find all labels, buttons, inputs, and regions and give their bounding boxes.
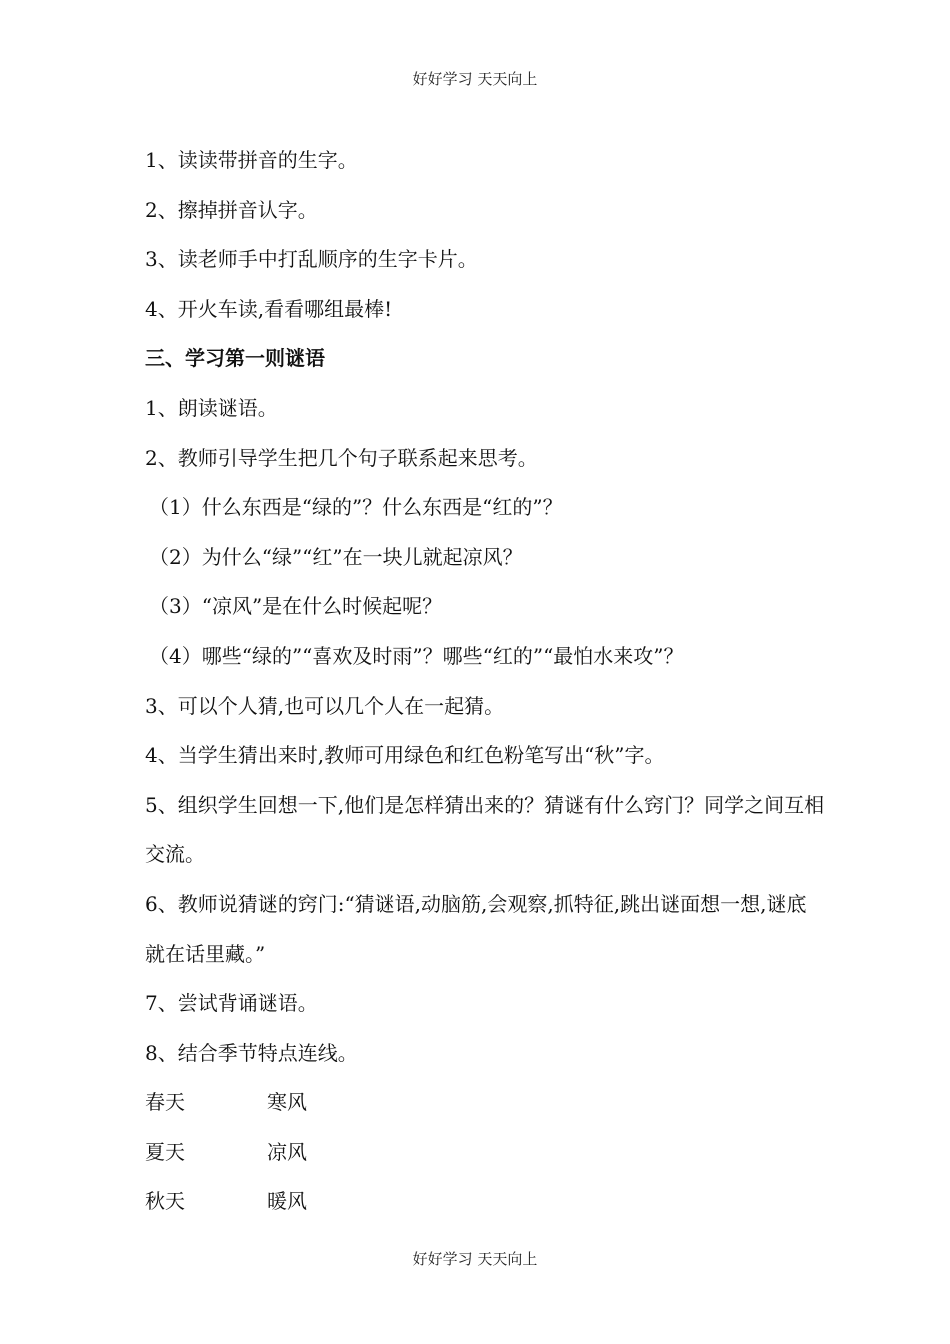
list-item: 7、尝试背诵谜语。 xyxy=(145,991,318,1016)
list-item: 3、读老师手中打乱顺序的生字卡片。 xyxy=(145,247,478,272)
page-header: 好好学习 天天向上 xyxy=(412,70,538,88)
document-body xyxy=(145,136,825,1227)
list-item: 5、组织学生回想一下,他们是怎样猜出来的？猜谜有什么窍门？同学之间互相交流。 xyxy=(145,792,825,867)
season-label: 秋天 xyxy=(145,1189,185,1214)
list-item: 1、读读带拼音的生字。 xyxy=(145,148,358,172)
season-label: 春天 xyxy=(145,1090,185,1115)
list-item: 1、朗读谜语。 xyxy=(145,395,278,420)
list-item: 3、可以个人猜,也可以几个人在一起猜。 xyxy=(145,693,505,718)
matching-row xyxy=(145,1128,825,1178)
page-footer: 好好学习 天天向上 xyxy=(412,1250,538,1268)
list-item: 4、当学生猜出来时,教师可用绿色和红色粉笔写出“秋”字。 xyxy=(145,743,665,768)
list-item: 8、结合季节特点连线。 xyxy=(145,1040,358,1065)
season-label: 夏天 xyxy=(145,1139,185,1164)
matching-row xyxy=(145,1078,825,1128)
question-item: （1）什么东西是“绿的”？什么东西是“红的”？ xyxy=(149,495,563,520)
matching-row xyxy=(145,1177,825,1227)
question-item: （4）哪些“绿的”“喜欢及时雨”？哪些“红的”“最怕水来攻”？ xyxy=(149,643,684,668)
wind-label: 寒风 xyxy=(267,1090,307,1115)
question-item: （3）“凉风”是在什么时候起呢？ xyxy=(149,594,443,619)
list-item: 4、开火车读,看看哪组最棒! xyxy=(145,296,393,321)
wind-label: 凉风 xyxy=(267,1139,307,1164)
list-item: 2、擦掉拼音认字。 xyxy=(145,197,318,222)
wind-label: 暖风 xyxy=(267,1189,307,1214)
list-item: 2、教师引导学生把几个句子联系起来思考。 xyxy=(145,445,538,470)
list-item: 6、教师说猜谜的窍门:“猜谜语,动脑筋,会观察,抓特征,跳出谜面想一想,谜底就在话里藏。” xyxy=(145,891,807,966)
section-title: 三、学习第一则谜语 xyxy=(145,346,325,371)
question-item: （2）为什么“绿”“红”在一块儿就起凉风？ xyxy=(149,544,523,569)
